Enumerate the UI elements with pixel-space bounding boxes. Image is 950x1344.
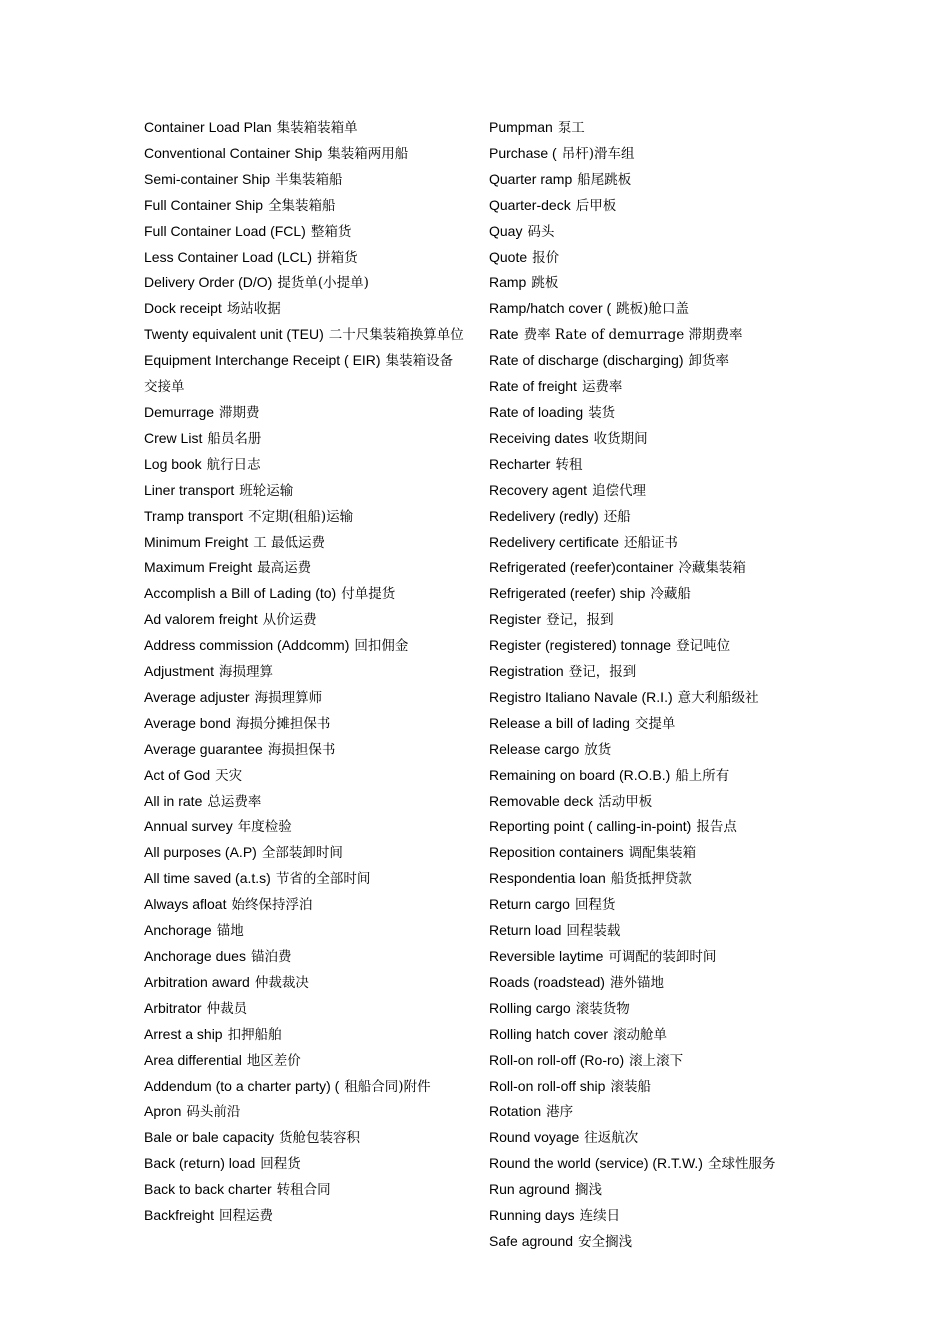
glossary-entry — [489, 1022, 809, 1048]
english-term: Adjustment — [144, 663, 215, 680]
glossary-entry — [144, 193, 466, 219]
glossary-entry — [144, 970, 466, 996]
glossary-entry — [144, 814, 466, 840]
chinese-translation: 往返航次 — [584, 1130, 639, 1147]
english-term: Full Container Load (FCL) — [144, 222, 306, 239]
english-term: Release cargo — [489, 740, 580, 757]
english-term: Return cargo — [489, 896, 570, 913]
chinese-translation: 卸货率 — [688, 353, 730, 370]
english-term: Address commission (Addcomm) — [144, 637, 350, 654]
english-term: Register — [489, 611, 542, 628]
chinese-translation: 回程货 — [260, 1156, 301, 1173]
glossary-entry — [144, 996, 466, 1022]
glossary-entry — [489, 115, 809, 141]
glossary-entry — [144, 426, 466, 452]
glossary-entry — [489, 1229, 809, 1255]
chinese-translation: 费率 Rate of demurrage 滞期费率 — [523, 327, 743, 344]
english-term: Refrigerated (reefer) ship — [489, 585, 646, 602]
chinese-translation: 滚装货物 — [575, 1000, 630, 1017]
english-term: Refrigerated (reefer)container — [489, 559, 674, 576]
glossary-entry — [489, 219, 809, 245]
english-term: Quarter-deck — [489, 196, 571, 213]
glossary-entry — [489, 892, 809, 918]
english-term: Ad valorem freight — [144, 611, 258, 628]
glossary-entry — [144, 478, 466, 504]
chinese-translation: 最高运费 — [257, 560, 312, 577]
english-term: Register (registered) tonnage — [489, 637, 672, 654]
chinese-translation: 滚动舱单 — [613, 1026, 668, 1043]
chinese-translation: 班轮运输 — [239, 482, 294, 499]
chinese-translation: 还船 — [603, 508, 631, 525]
english-term: Run aground — [489, 1181, 570, 1198]
chinese-translation: 船货抵押贷款 — [610, 871, 692, 888]
english-term: Reporting point ( calling-in-point) — [489, 818, 692, 835]
glossary-entry — [144, 1074, 466, 1100]
english-term: Anchorage dues — [144, 948, 246, 964]
glossary-entry — [489, 1177, 809, 1203]
chinese-translation: 可调配的装卸时间 — [608, 949, 717, 965]
english-term: Pumpman — [489, 119, 553, 135]
english-term: Purchase ( — [489, 144, 557, 161]
chinese-translation: 船上所有 — [675, 767, 730, 784]
chinese-translation: 地区差价 — [246, 1052, 301, 1069]
english-term: Quay — [489, 222, 523, 239]
chinese-translation: 冷藏船 — [650, 586, 691, 603]
chinese-translation: 节省的全部时间 — [275, 871, 371, 888]
chinese-translation: 海损理算 — [219, 664, 274, 681]
english-term: Roll-on roll-off (Ro-ro) — [489, 1051, 625, 1068]
glossary-left-column — [144, 115, 466, 1229]
english-term: Log book — [144, 455, 202, 472]
chinese-translation: 货舱包装容积 — [278, 1130, 360, 1147]
english-term: Round voyage — [489, 1129, 580, 1146]
chinese-translation: 活动甲板 — [598, 793, 653, 810]
chinese-translation: 海损担保书 — [267, 741, 336, 758]
english-term: Always afloat — [144, 896, 227, 913]
chinese-translation: 回程货 — [574, 897, 616, 914]
chinese-translation: 付单提货 — [341, 586, 396, 603]
english-term: Maximum Freight — [144, 559, 253, 576]
chinese-translation: 集装箱装箱单 — [276, 120, 358, 136]
english-term: Average guarantee — [144, 740, 263, 757]
chinese-translation: 码头前沿 — [186, 1104, 241, 1121]
chinese-translation: 泵工 — [557, 120, 585, 136]
english-term: Rate of discharge (discharging) — [489, 352, 684, 369]
chinese-translation: 拼箱货 — [317, 249, 358, 266]
glossary-entry — [489, 530, 809, 556]
glossary-entry — [144, 918, 466, 944]
english-term: Rate — [489, 326, 519, 343]
glossary-entry — [144, 1048, 466, 1074]
english-term: Arbitration award — [144, 973, 250, 990]
glossary-entry — [144, 1022, 466, 1048]
chinese-translation: 装货 — [588, 404, 616, 421]
english-term: Removable deck — [489, 792, 594, 809]
chinese-translation: 船员名册 — [207, 430, 262, 447]
english-term: Rolling hatch cover — [489, 1025, 609, 1042]
chinese-translation: 全集装箱船 — [268, 197, 336, 214]
english-term: Redelivery (redly) — [489, 507, 599, 524]
english-term: Container Load Plan — [144, 119, 272, 135]
glossary-entry — [144, 115, 466, 141]
glossary-right-column — [489, 115, 809, 1255]
english-term: Rate of loading — [489, 403, 584, 420]
glossary-entry — [489, 581, 809, 607]
chinese-translation: 跳板)舱口盖 — [616, 301, 689, 318]
chinese-translation: 半集装箱船 — [275, 171, 343, 188]
english-term: Receiving dates — [489, 429, 589, 446]
chinese-translation: 年度检验 — [237, 819, 292, 836]
chinese-translation: 滞期费 — [219, 404, 260, 421]
glossary-entry — [489, 685, 809, 711]
chinese-translation: 吊杆)滑车组 — [561, 145, 635, 162]
english-term: Full Container Ship — [144, 196, 264, 213]
chinese-translation: 回程装载 — [566, 923, 621, 940]
english-term: Respondentia loan — [489, 870, 606, 887]
chinese-translation: 交提单 — [634, 715, 676, 732]
chinese-translation: 天灾 — [215, 767, 243, 784]
english-term: Redelivery certificate — [489, 533, 619, 550]
chinese-translation: 调配集装箱 — [628, 845, 697, 862]
glossary-entry — [144, 1177, 466, 1203]
english-term: Liner transport — [144, 481, 235, 498]
glossary-entry — [489, 659, 809, 685]
english-term: Roll-on roll-off ship — [489, 1077, 606, 1094]
glossary-entry — [144, 296, 466, 322]
glossary-entry — [489, 1099, 809, 1125]
english-term: Rotation — [489, 1103, 542, 1120]
chinese-translation: 转租合同 — [276, 1182, 331, 1199]
english-term: Tramp transport — [144, 507, 244, 524]
english-term: Ramp — [489, 274, 527, 291]
english-term: Release a bill of lading — [489, 714, 630, 731]
chinese-translation: 追偿代理 — [592, 482, 647, 499]
glossary-entry — [144, 555, 466, 581]
glossary-entry — [144, 452, 466, 478]
english-term: Equipment Interchange Receipt ( EIR) — [144, 352, 381, 369]
chinese-translation: 登记吨位 — [676, 638, 731, 655]
glossary-entry — [489, 426, 809, 452]
glossary-entry — [144, 581, 466, 607]
glossary-entry — [489, 452, 809, 478]
glossary-entry — [489, 167, 809, 193]
glossary-entry — [144, 840, 466, 866]
chinese-translation: 港序 — [546, 1104, 574, 1121]
glossary-entry — [489, 193, 809, 219]
glossary-entry — [144, 944, 466, 970]
chinese-translation: 航行日志 — [206, 456, 261, 473]
english-term: Demurrage — [144, 403, 215, 420]
chinese-translation: 冷藏集装箱 — [678, 560, 746, 577]
english-term: All purposes (A.P) — [144, 844, 257, 861]
glossary-entry — [144, 892, 466, 918]
chinese-translation: 锚地 — [216, 923, 244, 940]
english-term: Safe aground — [489, 1232, 574, 1249]
chinese-translation: 后甲板 — [575, 197, 617, 214]
glossary-entry — [144, 607, 466, 633]
english-term: All time saved (a.t.s) — [144, 870, 271, 887]
chinese-translation: 仲裁裁决 — [254, 974, 309, 991]
english-term: Ramp/hatch cover ( — [489, 300, 612, 317]
chinese-translation: 集装箱设备交接单 — [144, 353, 454, 396]
glossary-entry — [144, 348, 466, 400]
english-term: Dock receipt — [144, 300, 222, 317]
chinese-translation: 始终保持浮泊 — [231, 897, 313, 914]
chinese-translation: 提货单(小提单) — [277, 275, 369, 292]
chinese-translation: 集装箱两用船 — [327, 145, 409, 162]
glossary-entry — [144, 711, 466, 737]
english-term: Rate of freight — [489, 378, 577, 395]
glossary-entry — [489, 711, 809, 737]
english-term: Delivery Order (D/O) — [144, 274, 273, 291]
glossary-entry — [144, 1151, 466, 1177]
chinese-translation: 意大利船级社 — [677, 689, 759, 706]
chinese-translation: 安全搁浅 — [578, 1233, 633, 1250]
chinese-translation: 全部装卸时间 — [261, 845, 343, 862]
chinese-translation: 海损理算师 — [254, 689, 323, 706]
glossary-entry — [489, 348, 809, 374]
glossary-entry — [489, 944, 809, 970]
english-term: Act of God — [144, 766, 211, 783]
glossary-entry — [489, 918, 809, 944]
glossary-entry — [489, 763, 809, 789]
chinese-translation: 运费率 — [581, 379, 623, 396]
english-term: Registration — [489, 663, 564, 680]
english-term: Average adjuster — [144, 688, 250, 705]
english-term: Return load — [489, 922, 562, 939]
english-term: Running days — [489, 1207, 575, 1224]
chinese-translation: 滚上滚下 — [629, 1052, 684, 1069]
english-term: Round the world (service) (R.T.W.) — [489, 1155, 703, 1172]
english-term: Twenty equivalent unit (TEU) — [144, 326, 324, 343]
english-term: All in rate — [144, 792, 203, 809]
glossary-entry — [144, 245, 466, 271]
glossary-entry — [144, 1125, 466, 1151]
english-term: Accomplish a Bill of Lading (to) — [144, 585, 337, 602]
english-term: Backfreight — [144, 1207, 215, 1224]
glossary-entry — [489, 270, 809, 296]
english-term: Semi-container Ship — [144, 170, 271, 187]
chinese-translation: 码头 — [527, 223, 555, 240]
english-term: Less Container Load (LCL) — [144, 248, 313, 265]
english-term: Conventional Container Ship — [144, 144, 323, 161]
english-term: Back (return) load — [144, 1155, 256, 1172]
english-term: Reposition containers — [489, 844, 624, 861]
english-term: Apron — [144, 1103, 182, 1120]
glossary-entry — [489, 789, 809, 815]
chinese-translation: 仲裁员 — [206, 1000, 248, 1017]
glossary-entry — [489, 633, 809, 659]
english-term: Addendum (to a charter party) ( — [144, 1077, 340, 1094]
glossary-entry — [144, 167, 466, 193]
chinese-translation: 船尾跳板 — [577, 171, 632, 188]
english-term: Recharter — [489, 455, 551, 472]
english-term: Average bond — [144, 714, 231, 731]
glossary-entry — [489, 1203, 809, 1229]
glossary-entry — [489, 970, 809, 996]
english-term: Bale or bale capacity — [144, 1129, 274, 1146]
chinese-translation: 搁浅 — [574, 1182, 602, 1199]
chinese-translation: 全球性服务 — [707, 1156, 776, 1173]
glossary-entry — [489, 840, 809, 866]
glossary-entry — [489, 141, 809, 167]
glossary-entry — [489, 322, 809, 348]
glossary-entry — [489, 996, 809, 1022]
glossary-entry — [144, 737, 466, 763]
glossary-entry — [489, 607, 809, 633]
chinese-translation: 扣押船舶 — [227, 1026, 282, 1043]
glossary-entry — [144, 322, 466, 348]
glossary-entry — [144, 504, 466, 530]
chinese-translation: 跳板 — [531, 275, 559, 292]
chinese-translation: 从价运费 — [262, 612, 317, 629]
chinese-translation: 回程运费 — [219, 1208, 274, 1225]
glossary-entry — [144, 1203, 466, 1229]
chinese-translation: 租船合同)附件 — [344, 1078, 431, 1095]
glossary-entry — [489, 478, 809, 504]
english-term: Back to back charter — [144, 1181, 272, 1198]
chinese-translation: 总运费率 — [207, 793, 262, 810]
glossary-entry — [489, 1125, 809, 1151]
chinese-translation: 工 最低运费 — [253, 534, 326, 551]
english-term: Arrest a ship — [144, 1025, 223, 1042]
english-term: Remaining on board (R.O.B.) — [489, 766, 671, 783]
english-term: Anchorage — [144, 922, 212, 939]
chinese-translation: 报告点 — [696, 819, 737, 836]
glossary-entry — [489, 296, 809, 322]
english-term: Quote — [489, 248, 528, 265]
glossary-entry — [144, 141, 466, 167]
english-term: Registro Italiano Navale (R.I.) — [489, 688, 673, 705]
chinese-translation: 连续日 — [579, 1208, 621, 1225]
glossary-entry — [144, 866, 466, 892]
glossary-entry — [489, 1048, 809, 1074]
glossary-entry — [489, 400, 809, 426]
glossary-entry — [489, 555, 809, 581]
english-term: Area differential — [144, 1051, 242, 1068]
glossary-entry — [144, 763, 466, 789]
glossary-entry — [489, 1074, 809, 1100]
chinese-translation: 滚装船 — [610, 1078, 651, 1095]
glossary-entry — [489, 245, 809, 271]
english-term: Quarter ramp — [489, 170, 573, 187]
english-term: Annual survey — [144, 818, 233, 835]
glossary-entry — [489, 866, 809, 892]
glossary-entry — [144, 270, 466, 296]
english-term: Reversible laytime — [489, 948, 604, 964]
chinese-translation: 登记，报到 — [568, 664, 637, 681]
glossary-entry — [489, 1151, 809, 1177]
glossary-entry — [144, 400, 466, 426]
glossary-entry — [144, 1099, 466, 1125]
glossary-entry — [489, 504, 809, 530]
glossary-entry — [489, 737, 809, 763]
glossary-entry — [144, 530, 466, 556]
glossary-entry — [144, 219, 466, 245]
chinese-translation: 港外锚地 — [609, 974, 664, 991]
chinese-translation: 转租 — [555, 456, 583, 473]
chinese-translation: 场站收据 — [226, 301, 281, 318]
glossary-entry — [489, 374, 809, 400]
english-term: Recovery agent — [489, 481, 588, 498]
chinese-translation: 回扣佣金 — [354, 638, 409, 655]
chinese-translation: 不定期(租船)运输 — [248, 508, 354, 525]
chinese-translation: 登记，报到 — [546, 612, 614, 629]
glossary-entry — [144, 633, 466, 659]
glossary-entry — [489, 814, 809, 840]
english-term: Crew List — [144, 429, 203, 446]
chinese-translation: 整箱货 — [310, 223, 352, 240]
english-term: Roads (roadstead) — [489, 973, 605, 990]
glossary-entry — [144, 789, 466, 815]
chinese-translation: 海损分摊担保书 — [235, 715, 331, 732]
english-term: Minimum Freight — [144, 533, 249, 550]
chinese-translation: 放货 — [584, 741, 612, 758]
chinese-translation: 二十尺集装箱换算单位 — [328, 327, 464, 344]
english-term: Rolling cargo — [489, 999, 571, 1016]
chinese-translation: 还船证书 — [623, 534, 678, 551]
glossary-entry — [144, 659, 466, 685]
chinese-translation: 锚泊费 — [250, 949, 292, 965]
english-term: Arbitrator — [144, 999, 202, 1016]
glossary-entry — [144, 685, 466, 711]
chinese-translation: 报价 — [532, 249, 560, 266]
chinese-translation: 收货期间 — [593, 430, 648, 447]
